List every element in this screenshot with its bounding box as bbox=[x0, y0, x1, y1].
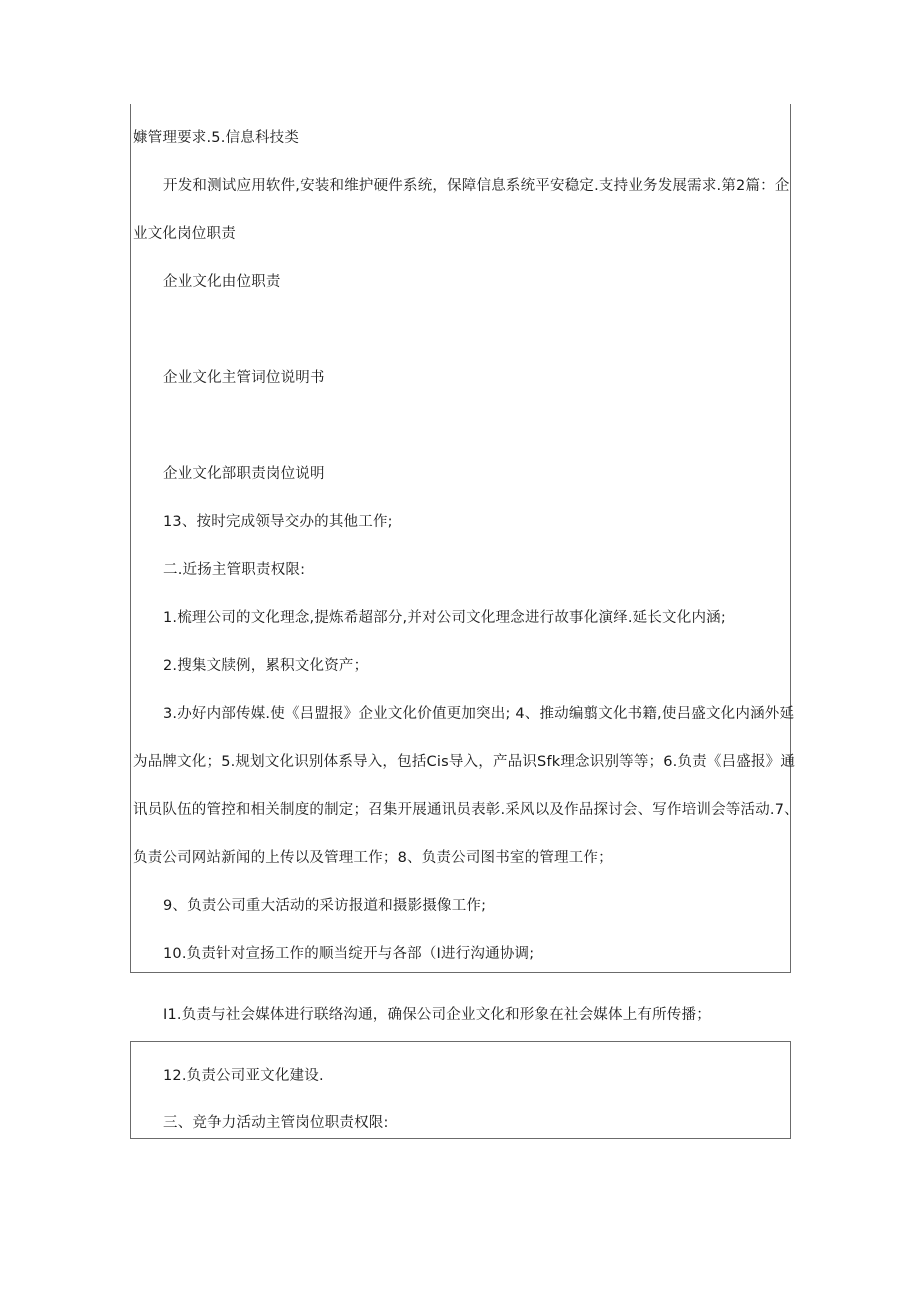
text-line-item-1: 1.梳理公司的文化理念,提炼希超部分,并对公司文化理念进行故事化演绎.延长文化内涵; bbox=[163, 610, 726, 626]
section-heading-2: 企业文化主管词位说明书 bbox=[163, 370, 325, 386]
text-line-1: 嫝管理要求.5.信息科技类 bbox=[133, 130, 300, 146]
text-line-item-3: 3.办好内部传媒.使《吕盟报》企业文化价值更加突出; 4、推动编翦文化书籍,使吕盛文化内涵外延 bbox=[163, 706, 795, 722]
section-heading-1: 企业文化由位职责 bbox=[163, 274, 281, 290]
text-line-3: 业文化岗位职责 bbox=[133, 226, 236, 242]
text-line-item-12: 12.负责公司亚文化建设. bbox=[163, 1068, 324, 1084]
text-line-item-3-cont-2: 讯员队伍的管控和相关制度的制定；召集开展通讯员表彰.采风以及作品探讨会、写作培训会等活动.7、 bbox=[133, 802, 799, 818]
text-line-item-3-cont-3: 负责公司网站新闻的上传以及管理工作；8、负责公司图书室的管理工作； bbox=[133, 850, 613, 866]
text-line-item-9: 9、负责公司重大活动的采访报道和摄影摄像工作; bbox=[163, 898, 487, 914]
text-line-item-11: I1.负责与社会媒体进行联络沟通，确保公司企业文化和形象在社会媒体上有所传播； bbox=[163, 1007, 711, 1023]
text-line-item-2: 2.搜集文牍例，累积文化资产； bbox=[163, 658, 369, 674]
text-line-item-3-cont-1: 为品牌文化；5.规划文化识别体系导入，包括Cis导入，产品识Sfk理念识别等等；6.负责《吕盛报》通 bbox=[133, 754, 796, 770]
section-heading-5: 三、竞争力活动主管岗位职责权限: bbox=[163, 1115, 389, 1131]
section-heading-3: 企业文化部职责岗位说明 bbox=[163, 466, 325, 482]
section-heading-4: 二.近扬主管职责权限: bbox=[163, 562, 306, 578]
text-line-13: 13、按时完成领导交办的其他工作; bbox=[163, 514, 393, 530]
text-line-item-10: 10.负责针对宣扬工作的顺当绽开与各部（I进行沟通协调; bbox=[163, 946, 535, 962]
text-line-2: 开发和测试应用软件,安装和维护硬件系统，保障信息系统平安稳定.支持业务发展需求.第2篇：企 bbox=[163, 178, 790, 194]
